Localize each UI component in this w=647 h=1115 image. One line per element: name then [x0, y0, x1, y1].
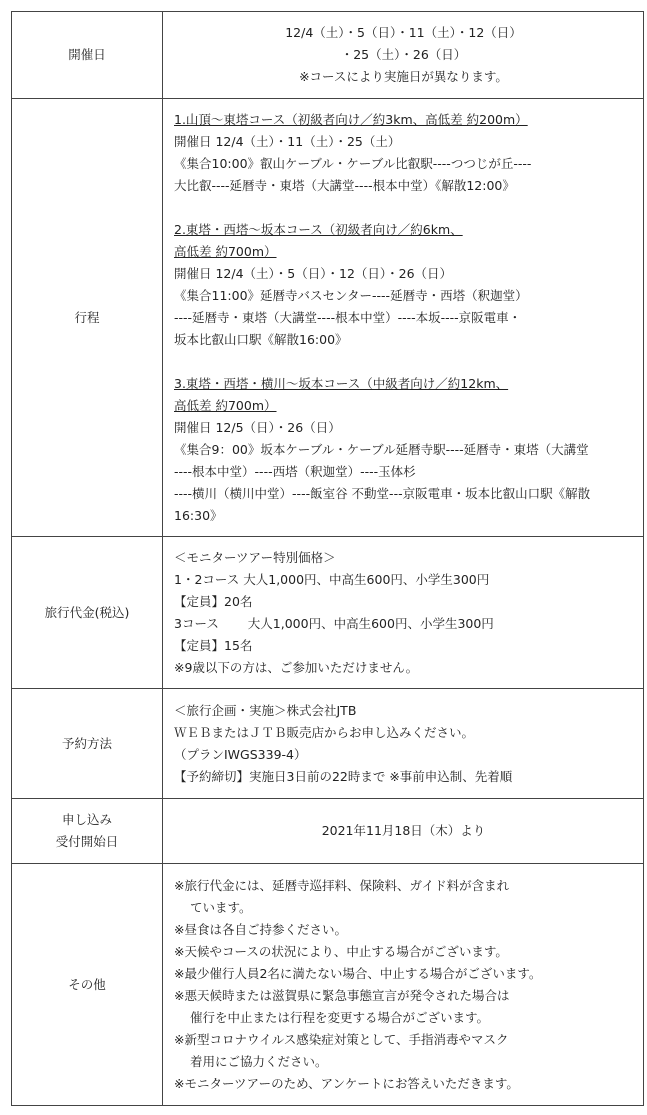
course1-date: 開催日 12/4（土）・11（土）・25（土）: [174, 133, 401, 149]
dates-line: ・25（土）・26（日）: [340, 47, 467, 62]
label-itinerary: 行程: [12, 99, 163, 537]
price-line: 3コース 大人1,000円、中高生600円、小学生300円: [174, 615, 494, 631]
price-line: 1・2コース 大人1,000円、中高生600円、小学生300円: [174, 571, 490, 587]
row-reservation: [12, 689, 644, 799]
course2-title: 2.東塔・西塔〜坂本コース（初級者向け／約6km、: [174, 221, 463, 237]
course3-title: 高低差 約700m）: [174, 397, 277, 413]
reservation-line: ＷＥＢまたはＪＴＢ販売店からお申し込みください。: [174, 724, 475, 740]
start-value: 2021年11月18日（木）より: [163, 799, 644, 864]
other-line: ※昼食は各自ご持参ください。: [174, 921, 347, 937]
reservation-line: （プランIWGS339-4）: [174, 746, 307, 762]
course2-route: ----延暦寺・東塔（大講堂----根本中堂）----本坂----京阪電車・: [174, 309, 522, 325]
label-price: 旅行代金(税込): [12, 537, 163, 689]
course2-route: 《集合11:00》延暦寺バスセンター----延暦寺・西塔（釈迦堂）: [174, 287, 528, 303]
other-line: ※モニターツアーのため、アンケートにお答えいただきます。: [174, 1075, 519, 1091]
other-line: ※最少催行人員2名に満たない場合、中止する場合がございます。: [174, 965, 542, 981]
dates-line: 12/4（土）・5（日）・11（土）・12（日）: [285, 25, 522, 40]
label-reservation: 予約方法: [12, 689, 163, 799]
course3-date: 開催日 12/5（日）・26（日）: [174, 419, 341, 435]
label-start-line: 申し込み: [61, 812, 112, 827]
row-start: [12, 799, 644, 864]
other-line: ※新型コロナウイルス感染症対策として、手指消毒やマスク: [174, 1031, 509, 1047]
course3-route: 《集合9：00》坂本ケーブル・ケーブル延暦寺駅----延暦寺・東塔（大講堂: [174, 441, 589, 457]
price-content: [163, 537, 644, 689]
dates-line: ※コースにより実施日が異なります。: [299, 69, 508, 84]
row-itinerary: [12, 99, 644, 537]
course1-title: 1.山頂〜東塔コース（初級者向け／約3km、高低差 約200m）: [174, 111, 528, 127]
itinerary-content: [163, 99, 644, 537]
label-dates: 開催日: [12, 12, 163, 99]
row-other: [12, 864, 644, 1106]
dates-content: [163, 12, 644, 99]
row-dates: [12, 12, 644, 99]
other-line: 催行を中止または行程を変更する場合がございます。: [190, 1009, 490, 1025]
course3-route: ----根本中堂）----西塔（釈迦堂）----玉体杉: [174, 463, 416, 479]
course2-route: 坂本比叡山口駅《解散16:00》: [174, 331, 348, 347]
price-line: 【定員】15名: [174, 637, 253, 653]
course3-route: ----横川（横川中堂）----飯室谷 不動堂---京阪電車・坂本比叡山口駅《解散: [174, 485, 591, 501]
other-line: ※悪天候時または滋賀県に緊急事態宣言が発令された場合は: [174, 987, 510, 1003]
course2-date: 開催日 12/4（土）・5（日）・12（日）・26（日）: [174, 265, 453, 281]
reservation-line: 【予約締切】実施日3日前の22時まで ※事前申込制、先着順: [174, 768, 513, 784]
label-start-line: 受付開始日: [55, 834, 119, 849]
spacer: [174, 197, 633, 219]
tour-info-table: [11, 11, 644, 1106]
reservation-line: ＜旅行企画・実施＞株式会社JTB: [174, 702, 357, 718]
row-price: [12, 537, 644, 689]
price-line: ＜モニターツアー特別価格＞: [174, 549, 336, 565]
reservation-content: [163, 689, 644, 799]
label-other: その他: [12, 864, 163, 1106]
other-content: [163, 864, 644, 1106]
course3-route: 16:30》: [174, 507, 223, 523]
price-line: ※9歳以下の方は、ご参加いただけません。: [174, 659, 419, 675]
other-line: ※天候やコースの状況により、中止する場合がございます。: [174, 943, 508, 959]
course2-title: 高低差 約700m）: [174, 243, 277, 259]
label-start: [12, 799, 163, 864]
other-line: ています。: [190, 899, 252, 915]
other-line: ※旅行代金には、延暦寺巡拝料、保険料、ガイド料が含まれ: [174, 877, 510, 893]
other-line: 着用にご協力ください。: [190, 1053, 328, 1069]
spacer: [174, 351, 633, 373]
course1-route: 《集合10:00》叡山ケーブル・ケーブル比叡駅----つつじが丘----: [174, 155, 532, 171]
course3-title: 3.東塔・西塔・横川〜坂本コース（中級者向け／約12km、: [174, 375, 509, 391]
price-line: 【定員】20名: [174, 593, 253, 609]
course1-route: 大比叡----延暦寺・東塔（大講堂----根本中堂）《解散12:00》: [174, 177, 515, 193]
